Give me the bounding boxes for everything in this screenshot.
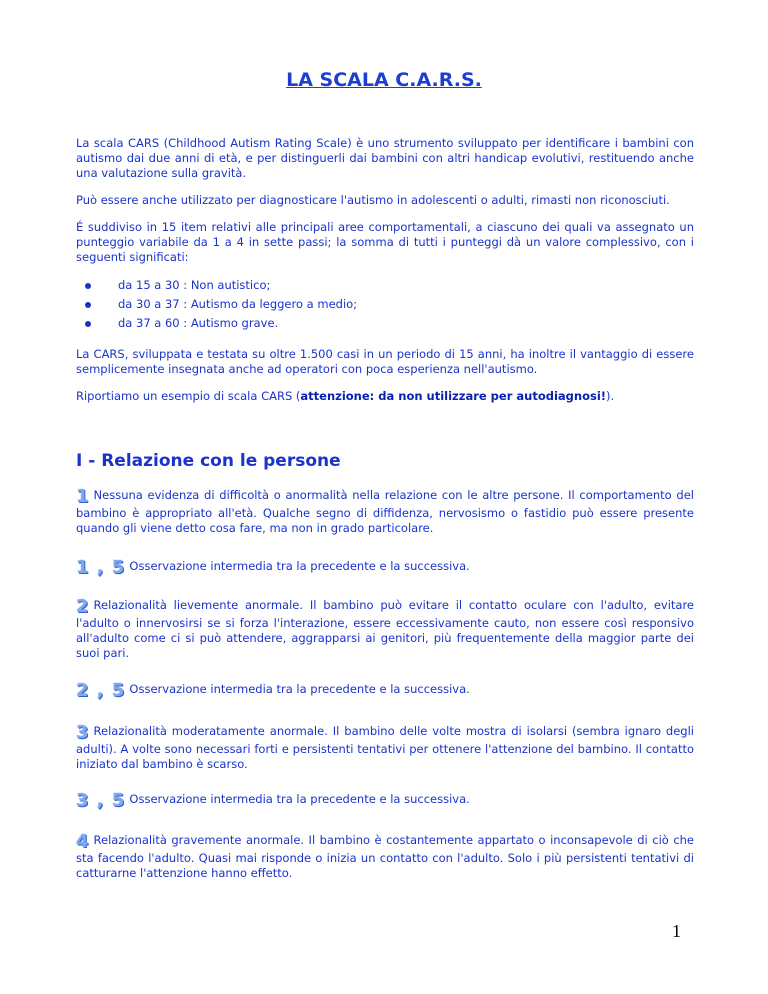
paragraph-text: Riportiamo un esempio di scala CARS ( [76, 389, 301, 403]
bullet-text: da 30 a 37 : Autismo da leggero a medio; [118, 297, 358, 311]
bullet-dot-icon [85, 321, 91, 327]
score-description: Relazionalità gravemente anormale. Il bambino è costantemente appartato o inconsapevole di ciò che sta facendo l'adulto. Quasi mai risponde o inizia un contatto con l'adulto. Solo i più persistenti tentativi di catturarne l'attenzione hanno effetto. [76, 833, 694, 880]
intro-paragraph-3: É suddiviso in 15 item relativi alle principali aree comportamentali, a ciascuno dei quali va assegnato un punteggio variabile da 1 a 4 in sette passi; la somma di tutti i punteggi dà un valore complessivo, con i seguenti significati: [76, 220, 694, 264]
score-number: 2 [76, 596, 90, 617]
intro-paragraph-2: Può essere anche utilizzato per diagnosticare l'autismo in adolescenti o adulti, rimasti non riconosciuti. [76, 193, 670, 207]
score-description: Osservazione intermedia tra la precedente e la successiva. [129, 559, 470, 573]
score-description: Relazionalità lievemente anormale. Il bambino può evitare il contatto oculare con l'adulto, evitare l'adulto o innervosirsi se si forza l'interazione, essere eccessivamente cauto, non essere così responsivo all'adulto come ci si può attendere, aggrapparsi ai genitori, più frequentemente della maggior parte dei suoi pari. [76, 598, 694, 660]
score-item [76, 488, 694, 536]
bullet-dot-icon [85, 283, 91, 289]
paragraph-text: ). [606, 389, 615, 403]
score-description: Osservazione intermedia tra la precedente e la successiva. [129, 792, 470, 806]
score-description: Nessuna evidenza di difficoltà o anormalità nella relazione con le altre persone. Il comportamento del bambino è appropriato all'età. Qualche segno di diffidenza, nervosismo o fastidio può essere presente quando gli viene detto cosa fare, ma non in grado particolare. [76, 488, 694, 535]
score-item [76, 682, 694, 700]
document-title: LA SCALA C.A.R.S. [286, 69, 482, 91]
section-heading: I - Relazione con le persone [76, 451, 341, 471]
intro-paragraph-4: La CARS, sviluppata e testata su oltre 1.500 casi in un periodo di 15 anni, ha inoltre il vantaggio di essere semplicemente insegnata anche ad operatori con poca esperienza nell'autismo. [76, 347, 694, 376]
score-item [76, 724, 694, 772]
score-description: Osservazione intermedia tra la precedente e la successiva. [129, 682, 470, 696]
score-number: 3 , 5 [76, 790, 126, 811]
score-item [76, 792, 694, 810]
intro-paragraph-5 [76, 389, 694, 404]
score-number: 1 [76, 486, 90, 507]
bullet-text: da 15 a 30 : Non autistico; [118, 278, 271, 292]
page-number: 1 [672, 921, 681, 941]
score-number: 1 , 5 [76, 557, 126, 578]
bullet-dot-icon [85, 302, 91, 308]
score-number: 3 [76, 722, 90, 743]
intro-paragraph-1: La scala CARS (Childhood Autism Rating Scale) è uno strumento sviluppato per identificare i bambini con autismo dai due anni di età, e per distinguerli dai bambini con altri handicap evolutivi, restituendo anche una valutazione sulla gravità. [76, 136, 694, 180]
score-description: Relazionalità moderatamente anormale. Il bambino delle volte mostra di isolarsi (sembra ignaro degli adulti). A volte sono necessari forti e persistenti tentativi per ottenere l'attenzione del bambino. Il contatto iniziato dal bambino è scarso. [76, 724, 694, 771]
score-item [76, 833, 694, 881]
score-item [76, 559, 694, 577]
score-number: 4 [76, 831, 90, 852]
score-item [76, 598, 694, 661]
score-number: 2 , 5 [76, 680, 126, 701]
bullet-text: da 37 a 60 : Autismo grave. [118, 316, 279, 330]
warning-text: attenzione: da non utilizzare per autodiagnosi! [300, 389, 607, 403]
